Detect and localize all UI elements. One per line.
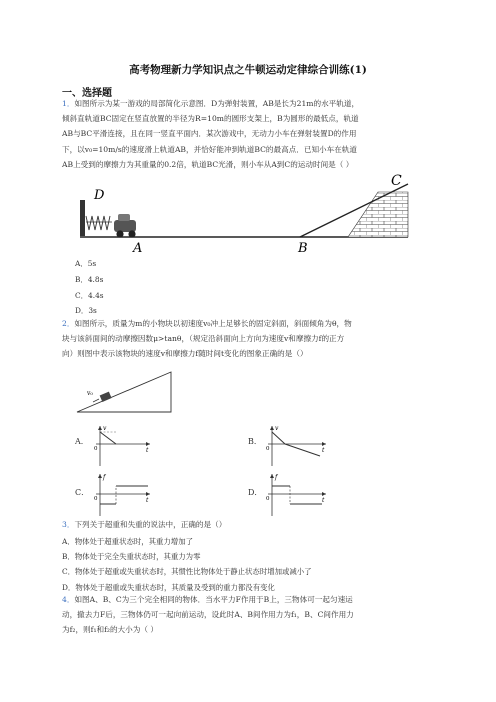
option-a: A．5s [75,259,97,268]
question-line: AB与BC平滑连接，且在同一竖直平面内．某次游戏中，无动力小车在弹射装置D的作用 [62,129,357,139]
question-line: 倾斜直轨道BC固定在竖直放置的半径为R=10m的圆形支架上，B为圆形的最低点，轨道 [62,114,359,124]
option-c: C．物体处于超重或失重状态时，其惯性比物体处于静止状态时增加或减小了 [62,567,312,576]
block-icon [100,392,112,402]
option-d-label: D． [248,488,263,497]
option-b: B．4.8s [75,275,104,284]
question-line: 向）则图中表示该物块的速度v和摩擦力f随时间t变化的图象正确的是（） [62,349,308,359]
option-d: D．物体处于超重或失重状态时，其质量及受到的重力都没有变化 [62,583,275,592]
option-b: B．物体处于完全失重状态时，其重力为零 [62,552,201,561]
axis-origin: 0 [266,446,270,452]
question-number: 4． [62,595,75,604]
option-a-label: A． [75,437,89,446]
launcher-spring [86,216,112,230]
question-line: AB上受到的摩擦力为其重量的0.2倍，轨道BC光滑，则小车从A到C的运动时间是（ ） [62,159,354,169]
axis-origin: 0 [94,446,98,452]
question-1 [62,96,437,172]
graph-b [260,422,330,467]
section-heading: 一、选择题 [62,88,112,99]
question-3 [62,517,437,532]
question-number: 3． [62,520,75,529]
graph-a [88,422,153,467]
axis-v: v [103,425,107,432]
graph-d [260,470,330,518]
label-b: B [298,241,308,254]
question-line: 块与该斜面间的动摩擦因数μ>tanθ，（规定沿斜面向上方向为速度v和摩擦力f的正方 [62,334,345,344]
axis-t: t [322,447,325,454]
axis-v: v [275,425,279,432]
question-line: 动，撤去力F后，三物体仍可一起向前运动，设此时A、B间作用力为f₁，B、C间作用力 [62,610,354,620]
option-d: D．3s [75,306,97,315]
axis-f: f [103,474,106,481]
axis-origin: 0 [266,496,270,502]
question-line: 如图所示，质量为m的小物块以初速度v₀冲上足够长的固定斜面，斜面倾角为θ，物 [74,319,352,328]
velocity-arrow [93,399,99,402]
question-line: 如图A、B、C为三个完全相同的物体．当水平力F作用于B上，三物体可一起匀速运 [74,595,353,604]
question-line: 下，以v₀=10m/s的速度滑上轨道AB，并恰好能冲到轨道BC的最高点．已知小车在轨道 [62,144,358,154]
axis-t: t [146,447,149,454]
option-c-label: C． [75,488,90,497]
label-d: D [94,188,105,203]
question-number: 2． [62,319,75,328]
axis-origin: 0 [94,496,98,502]
question-4 [62,592,437,638]
question-line: 如图所示为某一游戏的局部简化示意图．D为弹射装置，AB是长为21m的水平轨道， [74,99,360,108]
graph-c [88,470,153,518]
label-v0: v₀ [87,390,93,397]
page-title: 高考物理新力学知识点之牛顿运动定律综合训练(1) [129,64,367,76]
car-icon [114,214,136,238]
option-a: A．物体处于超重状态时，其重力增加了 [62,537,193,546]
question-2 [62,316,437,362]
question-number: 1． [62,99,75,108]
axis-t: t [322,497,325,504]
question-line: 为f₂，则f₁和f₂的大小为（ ） [62,625,158,635]
figure-track-diagram [78,172,413,254]
label-a: A [133,241,143,254]
launcher-wall [80,200,85,236]
axis-t: t [146,497,149,504]
option-c: C．4.4s [75,291,104,300]
figure-incline [75,368,175,416]
option-b-label: B． [248,437,262,446]
axis-f: f [275,474,278,481]
label-c: C [391,173,402,189]
question-line: 下列关于超重和失重的说法中，正确的是（） [74,520,227,529]
